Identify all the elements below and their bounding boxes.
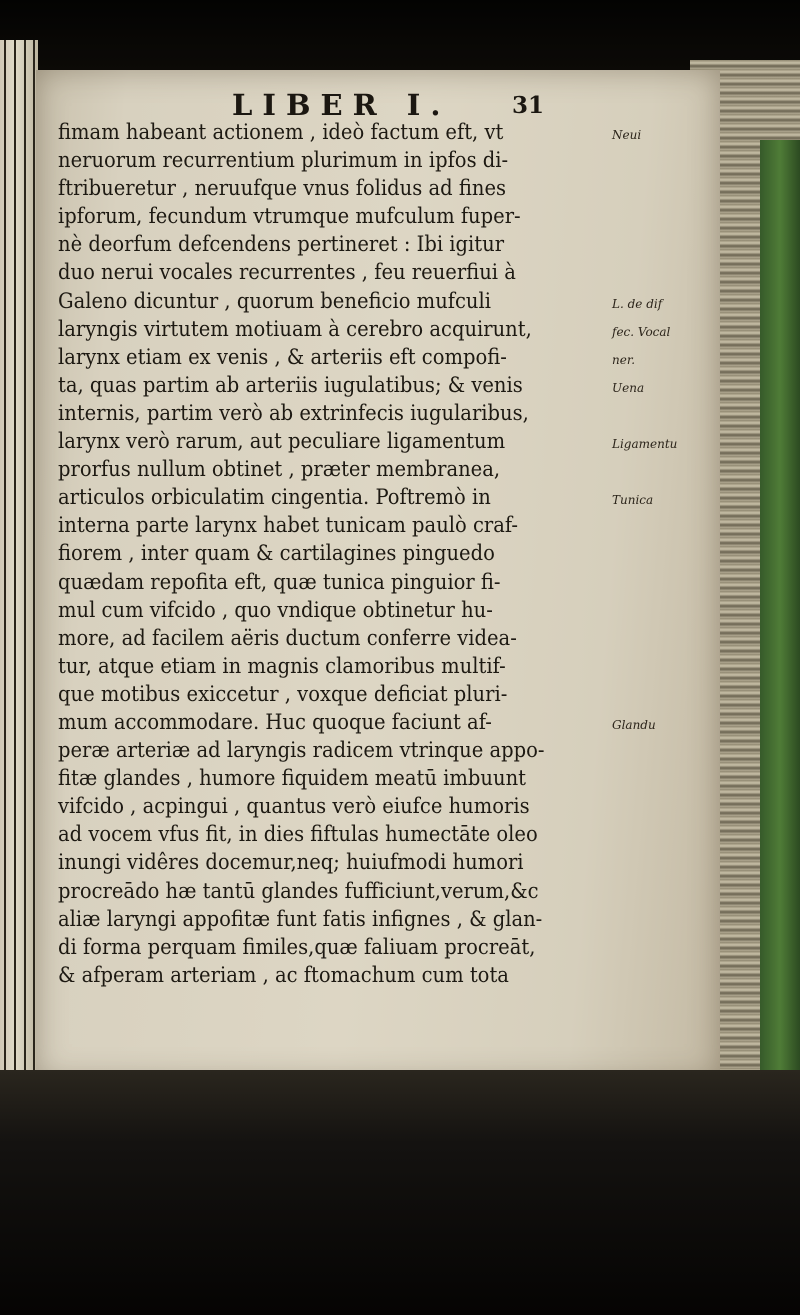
text-line: ad vocem vfus fit, in dies fiftulas humectāte oleo bbox=[58, 822, 538, 847]
text-line: fitæ glandes , humore fiquidem meatū imbuunt bbox=[58, 766, 527, 791]
text-line: ta, quas partim ab arteriis iugulatibus; & venis bbox=[58, 372, 523, 397]
page-edge-line bbox=[33, 40, 35, 1080]
text-line: aliæ laryngi appofitæ funt fatis infignes , & glan- bbox=[58, 906, 543, 931]
text-line: procreādo hæ tantū glandes fufficiunt,verum,&c bbox=[58, 878, 539, 903]
text-line: duo nerui vocales recurrentes , feu reuerfiui à bbox=[58, 260, 516, 285]
margin-note: ner. bbox=[612, 352, 636, 367]
page-edge-line bbox=[4, 40, 6, 1080]
text-line: quædam repofita eft, quæ tunica pinguior fi- bbox=[58, 569, 501, 594]
text-line: internis, partim verò ab extrinfecis iugularibus, bbox=[58, 400, 529, 425]
text-line: larynx verò rarum, aut peculiare ligamentum bbox=[58, 429, 506, 454]
margin-note: Ligamentu bbox=[612, 437, 678, 452]
margin-note: L. de dif bbox=[612, 296, 663, 311]
text-line: more, ad facilem aëris ductum conferre videa- bbox=[58, 625, 517, 650]
text-line: laryngis virtutem motiuam à cerebro acquirunt, bbox=[58, 316, 532, 341]
text-line: peræ arteriæ ad laryngis radicem vtrinque appo- bbox=[58, 738, 545, 763]
left-page-edges bbox=[0, 40, 38, 1080]
text-line: inungi vidêres docemur,neq; huiufmodi humori bbox=[58, 850, 524, 875]
margin-note: Neui bbox=[612, 128, 642, 142]
green-cover-edge bbox=[760, 140, 800, 1080]
text-line: interna parte larynx habet tunicam paulò craf- bbox=[58, 513, 519, 538]
text-line: mum accommodare. Huc quoque faciunt af- bbox=[58, 709, 492, 734]
text-line: di forma perquam fimiles,quæ faliuam procreāt, bbox=[58, 934, 536, 959]
text-line: nè deorfum defcendens pertineret : Ibi igitur bbox=[58, 232, 505, 257]
margin-note: fec. Vocal bbox=[612, 324, 671, 339]
margin-note: Glandu bbox=[612, 718, 656, 733]
margin-note: Tunica bbox=[612, 493, 654, 508]
page-number: 31 bbox=[512, 92, 545, 119]
body-text bbox=[58, 118, 628, 989]
text-line: & afperam arteriam , ac ftomachum cum tota bbox=[58, 962, 509, 987]
running-head: LIBER I. bbox=[232, 88, 451, 122]
text-line: ipforum, fecundum vtrumque mufculum fuper- bbox=[58, 204, 521, 229]
text-line: prorfus nullum obtinet , præter membranea, bbox=[58, 457, 501, 482]
text-line: neruorum recurrentium plurimum in ipfos di- bbox=[58, 148, 509, 173]
text-line: fimam habeant actionem , ideò factum eft, vt bbox=[58, 120, 504, 144]
text-line: fiorem , inter quam & cartilagines pinguedo bbox=[58, 541, 495, 566]
text-line: que motibus exiccetur , voxque deficiat pluri- bbox=[58, 681, 508, 706]
background-shadow-bottom bbox=[0, 1070, 800, 1315]
text-line: tur, atque etiam in magnis clamoribus multif- bbox=[58, 653, 506, 678]
margin-note: Uena bbox=[612, 380, 645, 395]
text-line: mul cum vifcido , quo vndique obtinetur hu- bbox=[58, 597, 493, 622]
text-line: Galeno dicuntur , quorum beneficio mufculi bbox=[58, 288, 492, 313]
text-line: larynx etiam ex venis , & arteriis eft compofi- bbox=[58, 344, 507, 369]
page-edge-line bbox=[14, 40, 16, 1080]
page-edge-line bbox=[24, 40, 26, 1080]
text-line: vifcido , acpingui , quantus verò eiufce humoris bbox=[58, 794, 530, 819]
text-line: ftribueretur , neruufque vnus folidus ad fines bbox=[58, 176, 507, 201]
text-line: articulos orbiculatim cingentia. Poftremò in bbox=[58, 485, 491, 510]
